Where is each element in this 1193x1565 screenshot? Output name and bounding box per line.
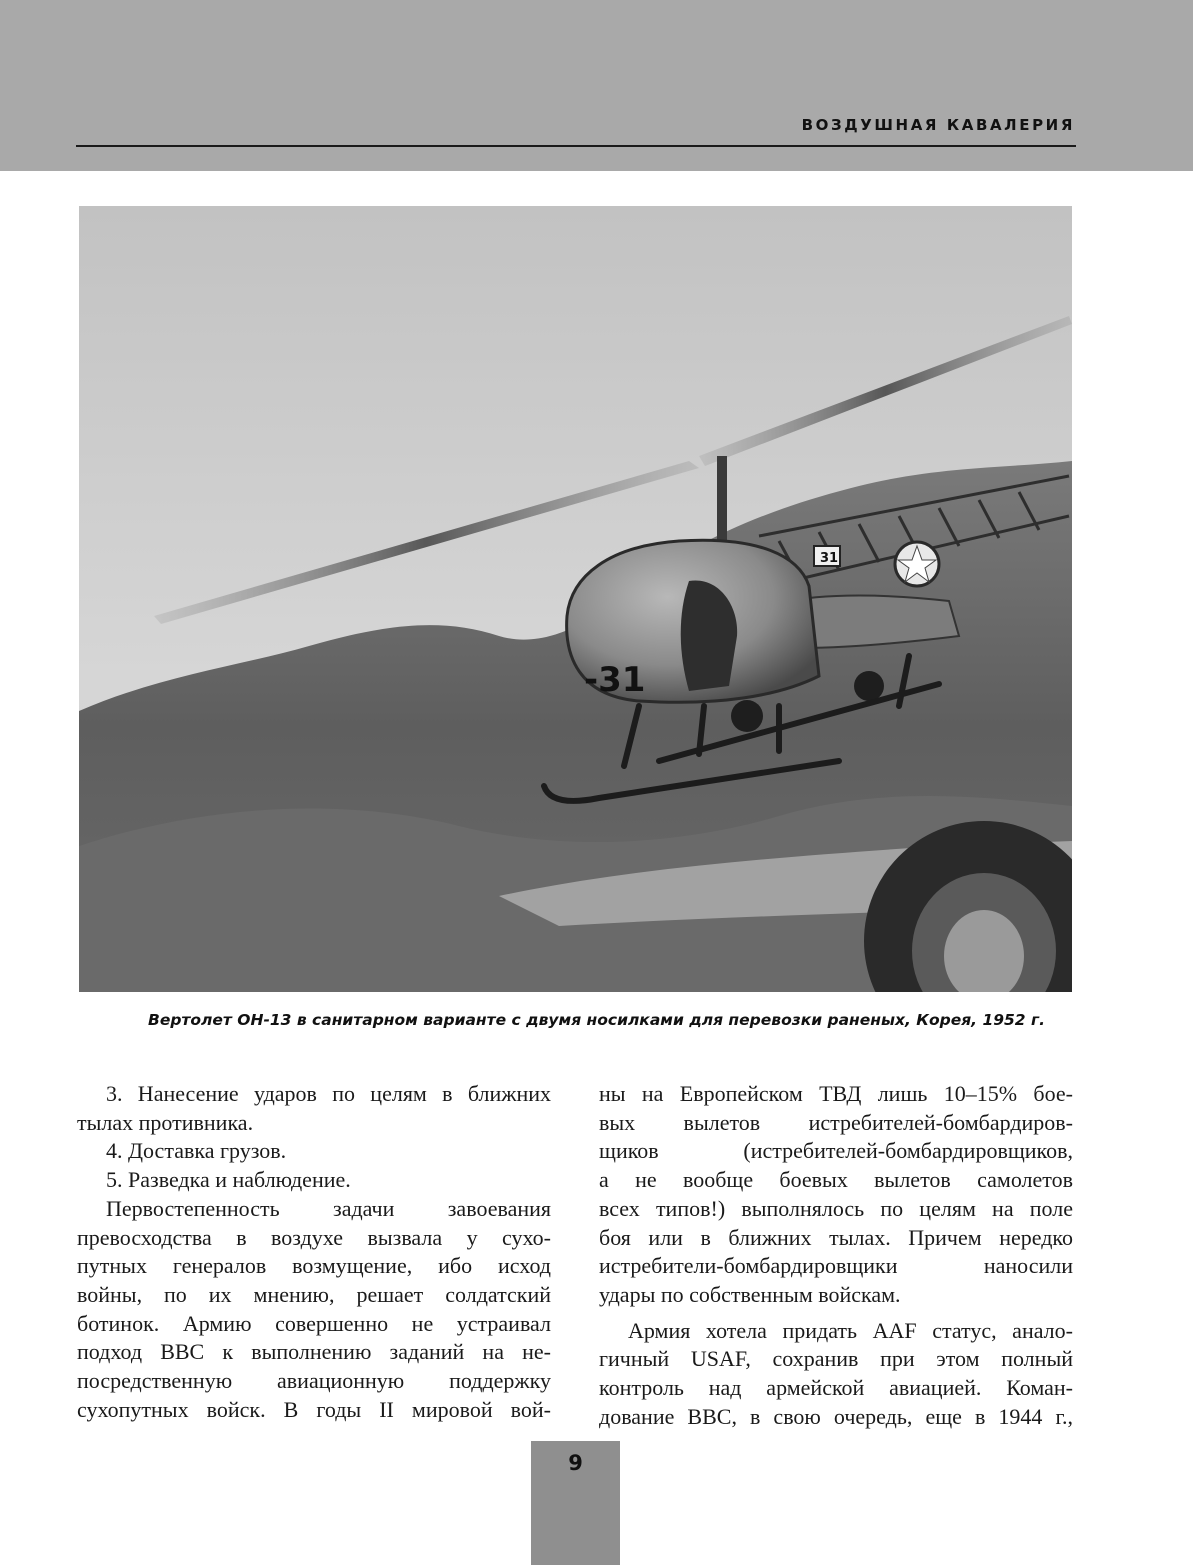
photo-wheel	[731, 700, 763, 732]
running-title: ВОЗДУШНАЯ КАВАЛЕРИЯ	[801, 116, 1075, 134]
body-line: 4. Доставка грузов.	[106, 1138, 287, 1164]
body-line: ботинок. Армию совершенно не устраивал	[77, 1310, 551, 1336]
body-line: войны, по их мнению, решает солдатский	[77, 1281, 551, 1307]
body-line: Первостепенность задачи завоевания	[106, 1195, 551, 1221]
body-line: всех типов!) выполнялось по целям на поле	[599, 1195, 1073, 1221]
body-line: гичный USAF, сохранив при этом полный	[599, 1346, 1073, 1372]
text-column-right	[599, 1080, 1073, 1431]
photo-wheel	[854, 671, 884, 701]
body-line: дование ВВС, в свою очередь, еще в 1944 г.,	[599, 1403, 1073, 1429]
helicopter-photo	[79, 206, 1072, 992]
body-line: Армия хотела придать AAF статус, анало-	[628, 1317, 1073, 1343]
body-line: 5. Разведка и наблюдение.	[106, 1167, 351, 1193]
header-rule	[76, 145, 1076, 147]
body-line: сухопутных войск. В годы II мировой вой-	[77, 1396, 551, 1422]
body-line: а не вообще боевых вылетов самолетов	[599, 1167, 1073, 1193]
body-line: превосходства в воздухе вызвала у сухо-	[77, 1224, 551, 1250]
page-number: 9	[568, 1451, 583, 1475]
figure-caption: Вертолет OH-13 в санитарном варианте с двумя носилками для перевозки раненых, Корея, 1952 г.	[148, 1011, 1045, 1029]
photo-star-insignia	[895, 542, 939, 586]
body-line: посредственную авиационную поддержку	[77, 1368, 551, 1394]
body-line: боя или в ближних тылах. Причем нередко	[599, 1224, 1073, 1250]
body-line: вых вылетов истребителей-бомбардиров-	[599, 1109, 1073, 1135]
body-line: путных генералов возмущение, ибо исход	[77, 1253, 551, 1279]
body-line: контроль над армейской авиацией. Коман-	[599, 1375, 1073, 1401]
body-line: подход ВВС к выполнению заданий на не-	[77, 1339, 551, 1365]
body-line: 3. Нанесение ударов по целям в ближних	[106, 1081, 551, 1106]
body-line: удары по собственным войскам.	[599, 1281, 901, 1307]
body-line: щиков (истребителей-бомбардировщиков,	[599, 1138, 1073, 1164]
body-line: ны на Европейском ТВД лишь 10–15% бое-	[599, 1081, 1073, 1106]
page-number-tab	[531, 1441, 620, 1565]
body-line: тылах противника.	[77, 1109, 254, 1135]
photo-tail-number: 31	[820, 551, 839, 566]
header-band	[0, 0, 1193, 171]
body-line: истребители-бомбардировщики наносили	[599, 1253, 1073, 1279]
photo-nose-number: -31	[584, 660, 646, 700]
text-column-left	[77, 1080, 551, 1424]
